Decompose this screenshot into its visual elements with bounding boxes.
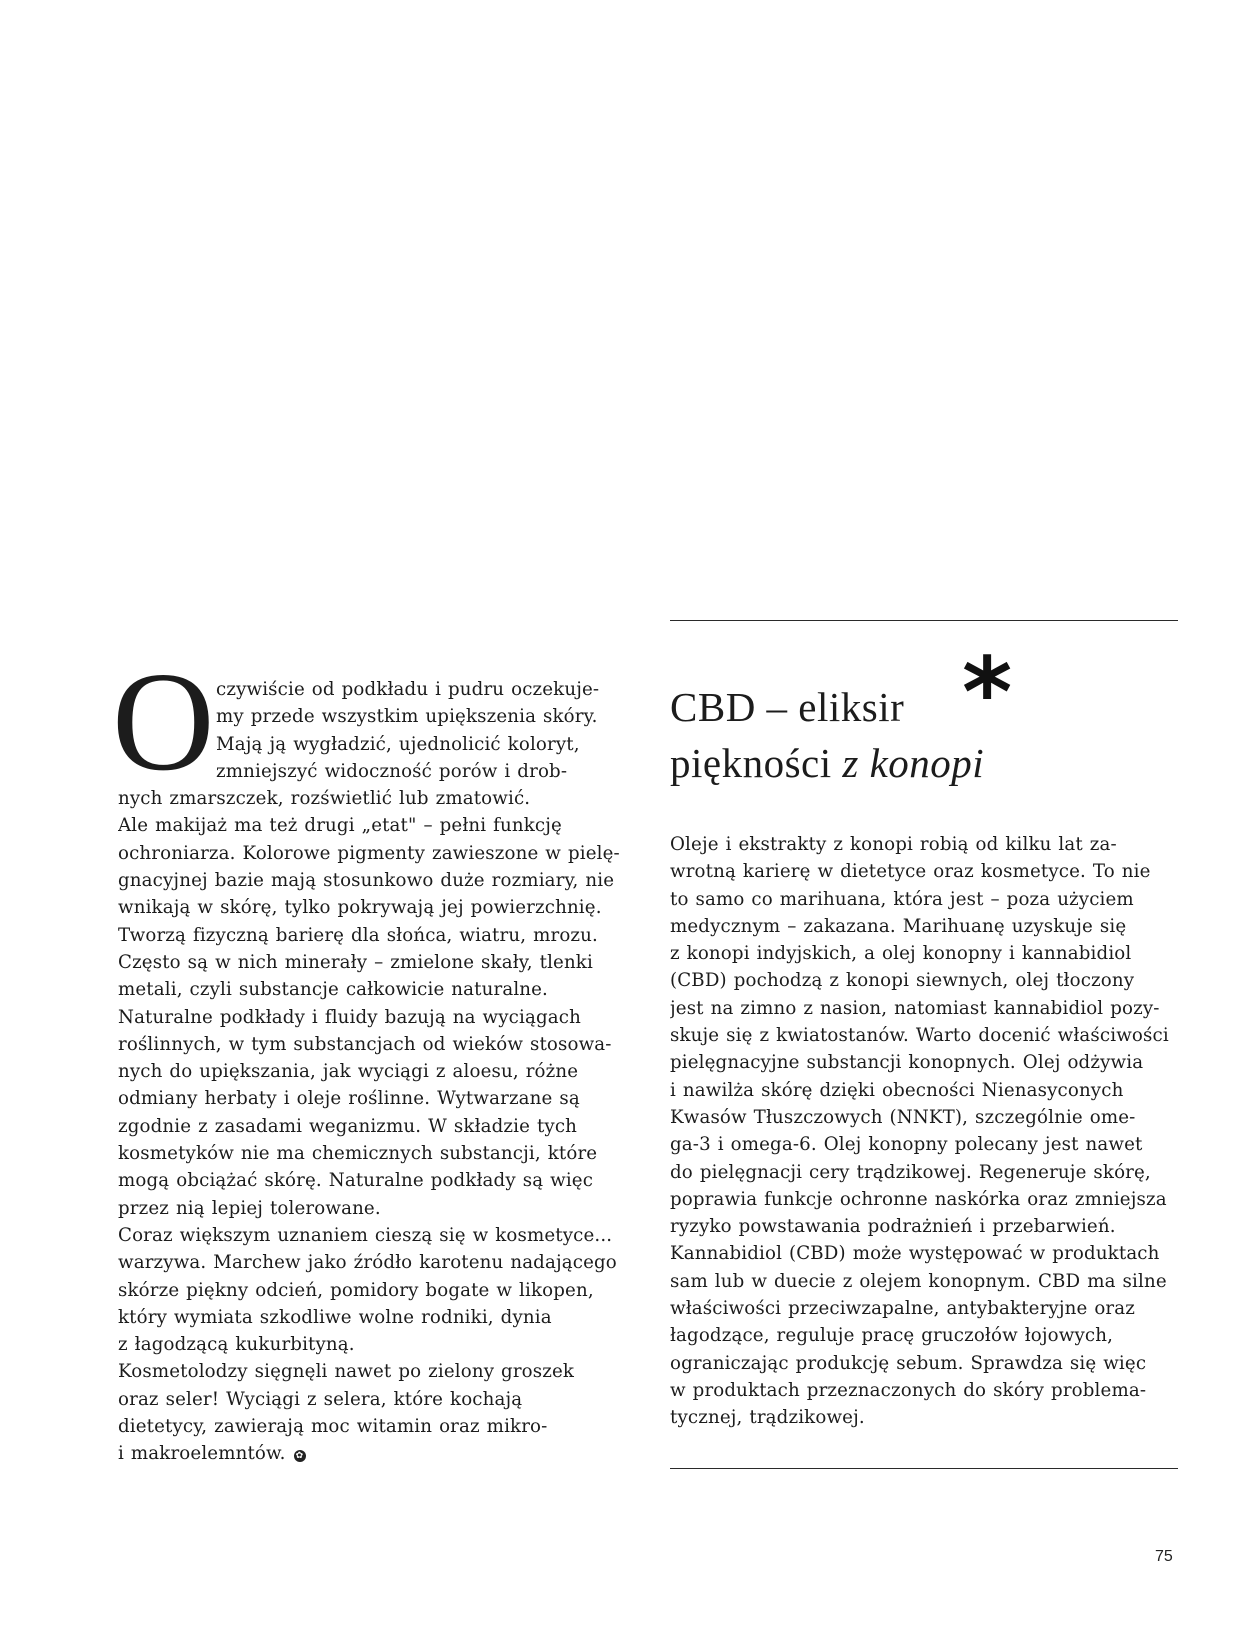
article-line: metali, czyli substancje całkowicie naturalne. <box>118 979 548 1001</box>
article-line: Mają ją wygładzić, ujednolicić koloryt, <box>216 733 580 755</box>
sidebar-line: w produktach przeznaczonych do skóry problema- <box>670 1379 1147 1401</box>
sidebar-line: do pielęgnacji cery trądzikowej. Regeneruje skórę, <box>670 1161 1151 1183</box>
article-line: Naturalne podkłady i fluidy bazują na wyciągach <box>118 1006 581 1028</box>
article-line: ochroniarza. Kolorowe pigmenty zawieszone w pielę- <box>118 842 620 864</box>
sidebar-line: skuje się z kwiatostanów. Warto docenić właściwości <box>670 1025 1169 1047</box>
article-line: dietetycy, zawierają moc witamin oraz mikro- <box>118 1416 548 1438</box>
sidebar-top-rule <box>670 620 1178 621</box>
page-number: 75 <box>1155 1548 1173 1565</box>
article-line: Ale makijaż ma też drugi „etat" – pełni funkcję <box>118 815 562 837</box>
sidebar-line: medycznym – zakazana. Marihuanę uzyskuje się <box>670 915 1127 937</box>
article-line: nych zmarszczek, rozświetlić lub zmatowić. <box>118 788 531 810</box>
sidebar-title-line1: CBD – eliksir <box>670 684 905 730</box>
sidebar-line: Oleje i ekstrakty z konopi robią od kilku lat za- <box>670 834 1117 855</box>
article-line: zmniejszyć widoczność porów i drob- <box>216 760 568 782</box>
sidebar-line: ryzyko powstawania podrażnień i przebarwień. <box>670 1216 1116 1238</box>
sidebar-line: (CBD) pochodzą z konopi siewnych, olej tłoczony <box>670 970 1135 992</box>
article-line: nych do upiększania, jak wyciągi z aloesu, różne <box>118 1061 579 1083</box>
sidebar-bottom-rule <box>670 1468 1178 1469</box>
article-line: odmiany herbaty i oleje roślinne. Wytwarzane są <box>118 1088 580 1110</box>
article-line: Tworzą fizyczną barierę dla słońca, wiatru, mrozu. <box>118 924 598 946</box>
article-line: który wymiata szkodliwe wolne rodniki, dynia <box>118 1306 552 1328</box>
article-line-text: i makroelemntów. <box>118 1443 286 1465</box>
sidebar-line: tycznej, trądzikowej. <box>670 1407 865 1429</box>
sidebar-line: ograniczając produkcję sebum. Sprawdza się więc <box>670 1352 1147 1374</box>
article-line: z łagodzącą kukurbityną. <box>118 1334 355 1356</box>
article-line: Coraz większym uznaniem cieszą się w kosmetyce... <box>118 1224 613 1246</box>
sidebar-line: wrotną karierę w dietetyce oraz kosmetyce. To nie <box>670 861 1151 883</box>
sidebar-line: ga-3 i omega-6. Olej konopny polecany jest nawet <box>670 1134 1143 1156</box>
article-line: skórze piękny odcień, pomidory bogate w likopen, <box>118 1279 594 1301</box>
asterisk-icon: * <box>962 637 1013 749</box>
sidebar-title-line2 <box>670 735 1178 791</box>
article-line: Kosmetolodzy sięgnęli nawet po zielony groszek <box>118 1361 575 1383</box>
sidebar-line: to samo co marihuana, która jest – poza użyciem <box>670 888 1134 910</box>
article-line: my przede wszystkim upiększenia skóry. <box>216 706 598 728</box>
article-line: czywiście od podkładu i pudru oczekuje- <box>216 679 600 700</box>
article-line: warzywa. Marchew jako źródło karotenu nadającego <box>118 1252 617 1274</box>
article-line: przez nią lepiej tolerowane. <box>118 1197 381 1219</box>
sidebar-line: pielęgnacyjne substancji konopnych. Olej odżywia <box>670 1052 1144 1074</box>
sidebar-line: z konopi indyjskich, a olej konopny i kannabidiol <box>670 943 1132 965</box>
sidebar-line: jest na zimno z nasion, natomiast kannabidiol pozy- <box>670 997 1160 1019</box>
article-line: gnacyjnej bazie mają stosunkowo duże rozmiary, nie <box>118 870 615 892</box>
article-line: zgodnie z zasadami weganizmu. W składzie tych <box>118 1115 578 1137</box>
article-line: Często są w nich minerały – zmielone skały, tlenki <box>118 951 593 973</box>
sidebar-line: właściwości przeciwzapalne, antybakteryjne oraz <box>670 1298 1136 1320</box>
article-line: kosmetyków nie ma chemicznych substancji, które <box>118 1143 598 1165</box>
sidebar-line: i nawilża skórę dzięki obecności Nienasyconych <box>670 1079 1124 1101</box>
article-line: roślinnych, w tym substancjach od wieków stosowa- <box>118 1033 612 1055</box>
sidebar-title <box>670 637 1178 791</box>
article-line: oraz seler! Wyciągi z selera, które kochają <box>118 1388 523 1410</box>
article-line-last <box>118 1440 636 1467</box>
article-line: mogą obciążać skórę. Naturalne podkłady są więc <box>118 1170 594 1192</box>
article-line: wnikają w skórę, tylko pokrywają jej powierzchnię. <box>118 897 602 919</box>
sidebar-line: Kannabidiol (CBD) może występować w produktach <box>670 1243 1160 1265</box>
article-column <box>112 642 636 1468</box>
sidebar-title-regular: piękności <box>670 740 843 786</box>
end-of-article-icon: ✿ <box>294 1450 306 1462</box>
sidebar-box <box>670 620 1178 1432</box>
sidebar-line: łagodzące, reguluje pracę gruczołów łojowych, <box>670 1325 1114 1347</box>
drop-cap: O <box>112 642 215 800</box>
sidebar-body <box>670 831 1178 1432</box>
sidebar-line: sam lub w duecie z olejem konopnym. CBD ma silne <box>670 1270 1167 1292</box>
sidebar-title-italic: z konopi <box>842 740 985 786</box>
sidebar-line: Kwasów Tłuszczowych (NNKT), szczególnie ome- <box>670 1106 1136 1128</box>
sidebar-line: poprawia funkcje ochronne naskórka oraz zmniejsza <box>670 1188 1167 1210</box>
